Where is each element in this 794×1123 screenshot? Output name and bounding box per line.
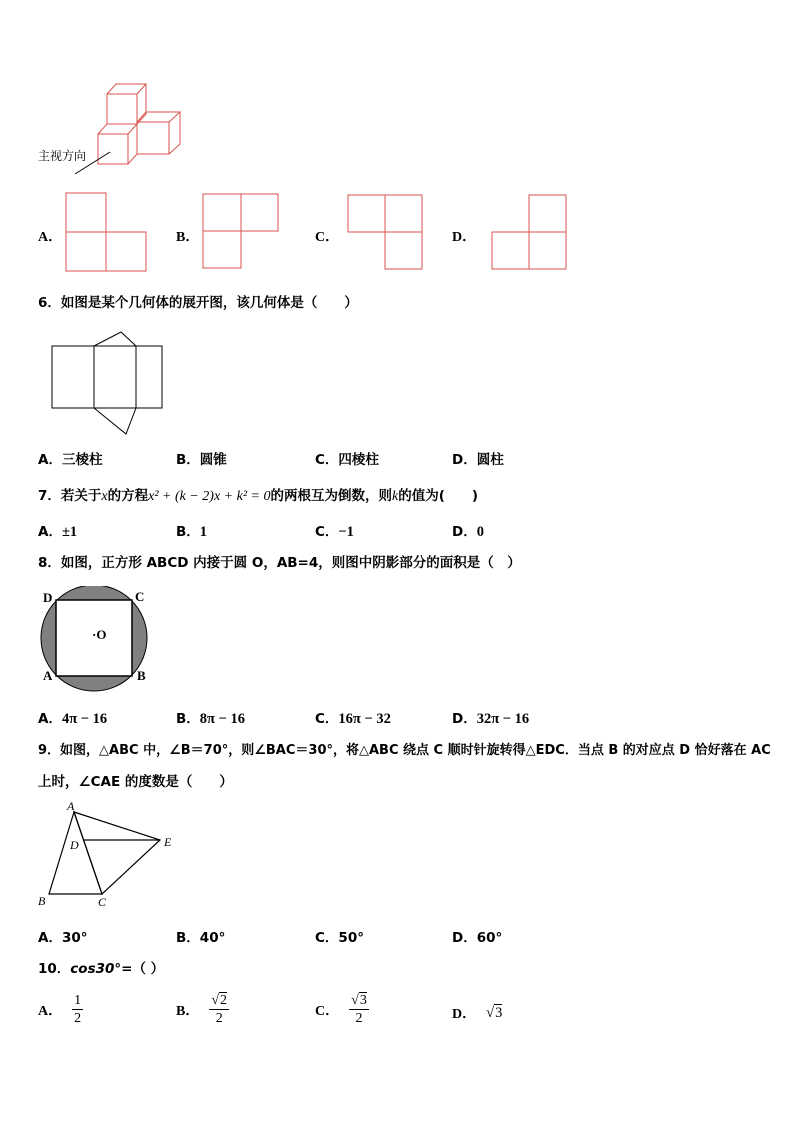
q9-option-a: A．30° bbox=[38, 930, 88, 946]
q8-option-a: A．4π − 16 bbox=[38, 711, 108, 727]
q6-option-c: C．四棱柱 bbox=[315, 452, 379, 468]
q6-option-a: A．三棱柱 bbox=[38, 452, 103, 468]
q6-stem: 6．如图是某个几何体的展开图，该几何体是（ ） bbox=[38, 295, 358, 311]
q9-option-c: C．50° bbox=[315, 930, 364, 946]
q8-option-b: B．8π − 16 bbox=[176, 711, 246, 727]
q6-option-b: B．圆锥 bbox=[176, 452, 227, 468]
q10-option-d: D． √3 bbox=[452, 1004, 503, 1022]
q8-option-c: C．16π − 32 bbox=[315, 711, 391, 727]
q8-stem: 8．如图，正方形 ABCD 内接于圆 O，AB=4，则图中阴影部分的面积是（ ） bbox=[38, 555, 521, 571]
label-d: D bbox=[43, 590, 53, 605]
prism-net-figure bbox=[50, 330, 166, 438]
q7-option-b: B．1 bbox=[176, 524, 208, 540]
label-a: A bbox=[43, 668, 53, 683]
q5-option-c-letter: C． bbox=[315, 230, 340, 245]
q7-option-c: C．−1 bbox=[315, 524, 354, 540]
q7-option-a: A．±1 bbox=[38, 524, 78, 540]
q6-option-d: D．圆柱 bbox=[452, 452, 504, 468]
label-b: B bbox=[38, 894, 46, 908]
label-b: B bbox=[137, 668, 146, 683]
q9-stem-line1: 9．如图，△ABC 中，∠B＝70°，则∠BAC＝30°，将△ABC 绕点 C 顺时针旋转得△EDC．当点 B 的对应点 D 恰好落在 AC bbox=[38, 743, 771, 758]
inscribed-square-figure bbox=[36, 586, 156, 692]
q5-option-d-figure bbox=[490, 192, 570, 272]
label-a: A bbox=[67, 799, 75, 813]
q10-option-a: A． $\frac{1}{2}$ bbox=[38, 993, 82, 1026]
q10-option-b: B． $\frac{√2}{2}$ bbox=[176, 993, 228, 1026]
q10-stem: 10．cos30°=（ ） bbox=[38, 961, 165, 977]
q7-stem: 7．若关于x的方程x² + (k − 2)x + k² = 0的两根互为倒数，则k的值为( ) bbox=[38, 488, 479, 504]
label-c: C bbox=[135, 589, 145, 604]
q7-option-d: D．0 bbox=[452, 524, 484, 540]
q9-stem-line2: 上时，∠CAE 的度数是（ ） bbox=[38, 774, 233, 790]
q10-option-c: C． $\frac{√3}{2}$ bbox=[315, 993, 367, 1026]
view-direction-label: 主视方向 bbox=[38, 149, 87, 163]
q5-option-c-figure bbox=[346, 192, 426, 272]
label-d: D bbox=[70, 838, 79, 852]
q7-equation: x² + (k − 2)x + k² = 0 bbox=[148, 489, 271, 504]
rotated-triangle-figure bbox=[36, 798, 182, 910]
q5-option-b-letter: B． bbox=[176, 230, 200, 245]
q5-option-a-letter: A． bbox=[38, 230, 63, 245]
label-c: C bbox=[98, 895, 107, 909]
q9-option-d: D．60° bbox=[452, 930, 503, 946]
q8-option-d: D．32π − 16 bbox=[452, 711, 530, 727]
q5-option-a-figure bbox=[64, 192, 148, 274]
cube-stack-figure bbox=[70, 80, 190, 180]
q5-option-d-letter: D． bbox=[452, 230, 477, 245]
q9-option-b: B．40° bbox=[176, 930, 226, 946]
q5-option-b-figure bbox=[201, 192, 281, 272]
label-o: ·O bbox=[92, 627, 107, 642]
label-e: E bbox=[164, 835, 172, 849]
